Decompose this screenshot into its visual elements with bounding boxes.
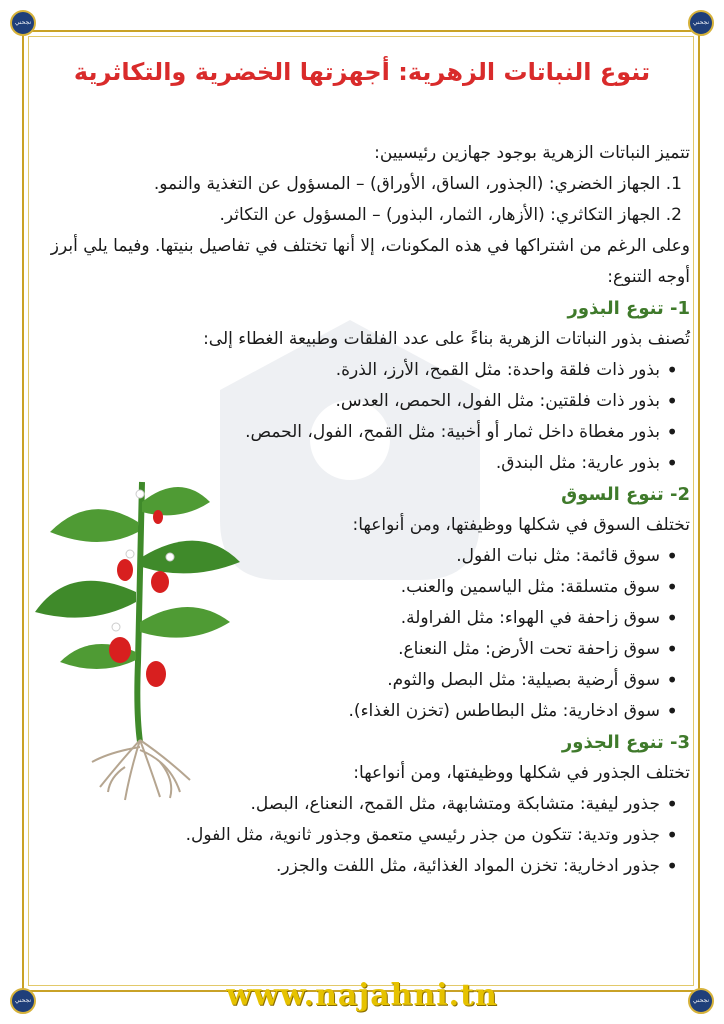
page-title: تنوع النباتات الزهرية: أجهزتها الخضرية والتكاثرية: [73, 58, 651, 86]
pepper-plant-illustration: [30, 462, 250, 802]
list-item: • بذور مغطاة داخل ثمار أو أخبية: مثل القمح، الفول، الحمص.: [40, 417, 690, 448]
list-item: • جذور ادخارية: تخزن المواد الغذائية، مثل اللفت والجزر.: [40, 851, 690, 882]
section-heading-stems: 2- تنوع السوق: [561, 484, 690, 505]
list-item: • سوق زاحفة في الهواء: مثل الفراولة.: [40, 603, 690, 634]
list-item: • سوق قائمة: مثل نبات الفول.: [40, 541, 690, 572]
roots-list: [40, 789, 690, 882]
brand-badge-icon: نجحني: [10, 988, 36, 1014]
brand-badge-icon: نجحني: [688, 988, 714, 1014]
list-item: • سوق متسلقة: مثل الياسمين والعنب.: [40, 572, 690, 603]
intro-item: 2. الجهاز التكاثري: (الأزهار، الثمار، البذور) – المسؤول عن التكاثر.: [219, 205, 682, 225]
list-item: • جذور ليفية: متشابكة ومتشابهة، مثل القمح، النعناع، البصل.: [40, 789, 690, 820]
brand-badge-icon: نجحني: [10, 10, 36, 36]
seeds-list: [40, 355, 690, 479]
list-item: • بذور ذات فلقتين: مثل الفول، الحمص، العدس.: [40, 386, 690, 417]
intro-item: 1. الجهاز الخضري: (الجذور، الساق، الأوراق) – المسؤول عن التغذية والنمو.: [153, 174, 682, 194]
list-item: • بذور ذات فلقة واحدة: مثل القمح، الأرز، الذرة.: [40, 355, 690, 386]
section-heading-seeds: 1- تنوع البذور: [567, 298, 690, 319]
section-lead: تختلف السوق في شكلها ووظيفتها، ومن أنواعها:: [352, 515, 690, 535]
section-heading-roots: 3- تنوع الجذور: [561, 732, 690, 753]
section-lead: تُصنف بذور النباتات الزهرية بناءً على عدد الفلقات وطبيعة الغطاء إلى:: [203, 329, 690, 349]
list-item: • جذور وتدية: تتكون من جذر رئيسي متعمق وجذور ثانوية، مثل الفول.: [40, 820, 690, 851]
brand-badge-icon: نجحني: [688, 10, 714, 36]
intro-line: وعلى الرغم من اشتراكها في هذه المكونات، إلا أنها تختلف في تفاصيل بنيتها. وفيما يلي أبرز أوجه التنوع:: [50, 236, 690, 287]
list-item: • سوق ادخارية: مثل البطاطس (تخزن الغذاء).: [40, 696, 690, 727]
site-url[interactable]: www.najahni.tn: [226, 978, 498, 1013]
list-item: • سوق زاحفة تحت الأرض: مثل النعناع.: [40, 634, 690, 665]
section-lead: تختلف الجذور في شكلها ووظيفتها، ومن أنواعها:: [353, 763, 690, 783]
list-item: • سوق أرضية بصيلية: مثل البصل والثوم.: [40, 665, 690, 696]
intro-line: تتميز النباتات الزهرية بوجود جهازين رئيسيين:: [374, 143, 690, 163]
list-item: • بذور عارية: مثل البندق.: [40, 448, 690, 479]
